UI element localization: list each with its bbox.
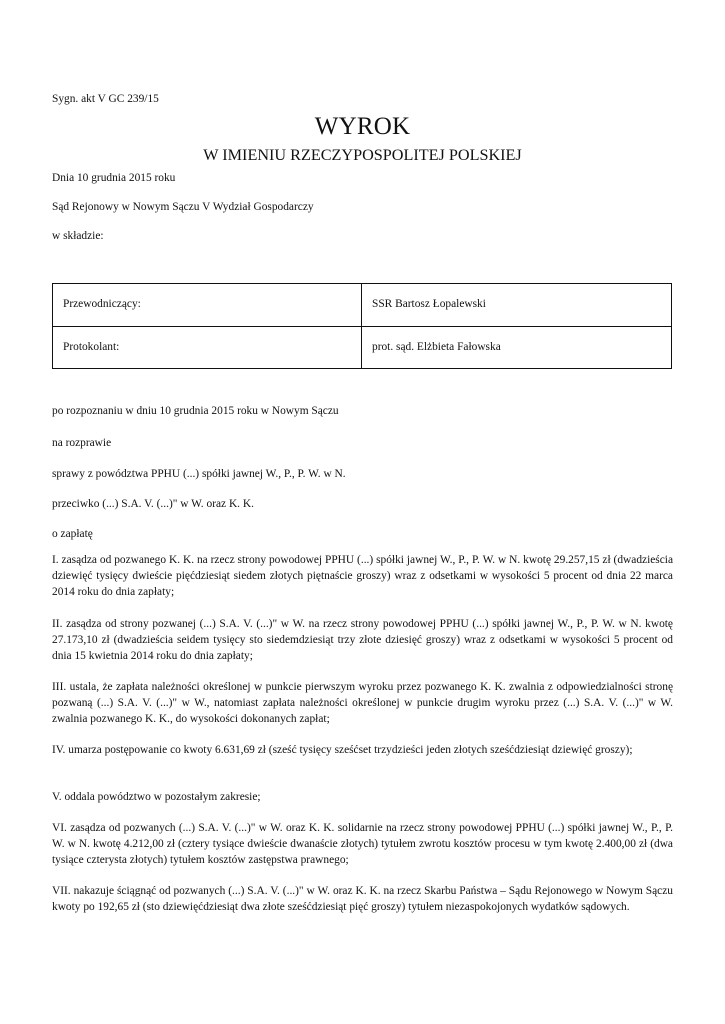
- document-subtitle: W IMIENIU RZECZYPOSPOLITEJ POLSKIEJ: [203, 146, 522, 164]
- defendants-statement: przeciwko (...) S.A. V. (...)" w W. oraz K. K.: [52, 498, 254, 510]
- verdict-point-3: III. ustala, że zapłata należności określonej w punkcie pierwszym wyroku przez pozwanego K. K. zwalnia z odpowiedzialności stronę pozwaną (...) S.A. V. (...)" w W., natomiast zapłata należności określonej w punkcie drugim wyroku przez (...) S.A. V. (...)" w W. zwalnia pozwanego K. K., do wysokości dokonanych zapłat;: [52, 681, 673, 726]
- composition-table: [52, 283, 672, 369]
- judgment-date: Dnia 10 grudnia 2015 roku: [52, 172, 176, 184]
- review-statement: po rozpoznaniu w dniu 10 grudnia 2015 roku w Nowym Sączu: [52, 405, 339, 417]
- presiding-judge-name: SSR Bartosz Łopalewski: [362, 284, 672, 327]
- court-name: Sąd Rejonowy w Nowym Sączu V Wydział Gospodarczy: [52, 201, 314, 213]
- document-title: WYROK: [314, 113, 411, 140]
- verdict-point-2: II. zasądza od strony pozwanej (...) S.A. V. (...)" w W. na rzecz strony powodowej PPHU (...) spółki jawnej W., P., P. W. w N. kwotę 27.173,10 zł (dwadzieścia seidem tysięcy sto siedemdziesiąt trzy złote dziesięć groszy) wraz z odsetkami w wysokości 5 procent od dnia 15 kwietnia 2014 roku do dnia zapłaty;: [52, 618, 673, 663]
- verdict-point-4: IV. umarza postępowanie co kwoty 6.631,69 zł (sześć tysięcy sześćset trzydzieści jeden złotych sześćdziesiąt dziewięć groszy);: [52, 744, 633, 756]
- case-signature: Sygn. akt V GC 239/15: [52, 93, 159, 105]
- verdict-point-6: VI. zasądza od pozwanych (...) S.A. V. (...)" w W. oraz K. K. solidarnie na rzecz strony powodowej PPHU (...) spółki jawnej W., P., P. W. w N. kwotę 4.212,00 zł (cztery tysiące dwieście dwanaście złotych) tytułem zwrotu kosztów procesu w tym kwotę 2.400,00 zł (dwa tysiące czterysta złotych) tytułem kosztów zastępstwa prawnego;: [52, 822, 673, 867]
- verdict-point-5: V. oddala powództwo w pozostałym zakresie;: [52, 791, 261, 803]
- verdict-point-7: VII. nakazuje ściągnąć od pozwanych (...) S.A. V. (...)" w W. oraz K. K. na rzecz Skarbu Państwa – Sądu Rejonowego w Nowym Sączu kwoty po 192,65 zł (sto dziewięćdziesiąt dwa złote sześćdziesiąt pięć groszy) tytułem niezaspokojonych wydatków sądowych.: [52, 885, 673, 914]
- table-row: [53, 284, 672, 327]
- case-statement: sprawy z powództwa PPHU (...) spółki jawnej W., P., P. W. w N.: [52, 468, 346, 480]
- clerk-name: prot. sąd. Elżbieta Fałowska: [362, 326, 672, 369]
- hearing-statement: na rozprawie: [52, 437, 112, 449]
- table-row: [53, 326, 672, 369]
- subject-statement: o zapłatę: [52, 528, 93, 540]
- composition-label: w składzie:: [52, 230, 104, 242]
- verdict-point-1: I. zasądza od pozwanego K. K. na rzecz strony powodowej PPHU (...) spółki jawnej W., P., P. W. w N. kwotę 29.257,15 zł (dwadzieścia dziewięć tysięcy dwieście pięćdziesiąt siedem złotych piętnaście groszy) wraz z odsetkami w wysokości 5 procent od dnia 22 marca 2014 roku do dnia zapłaty;: [52, 554, 673, 599]
- clerk-role: Protokolant:: [53, 326, 362, 369]
- presiding-judge-role: Przewodniczący:: [53, 284, 362, 327]
